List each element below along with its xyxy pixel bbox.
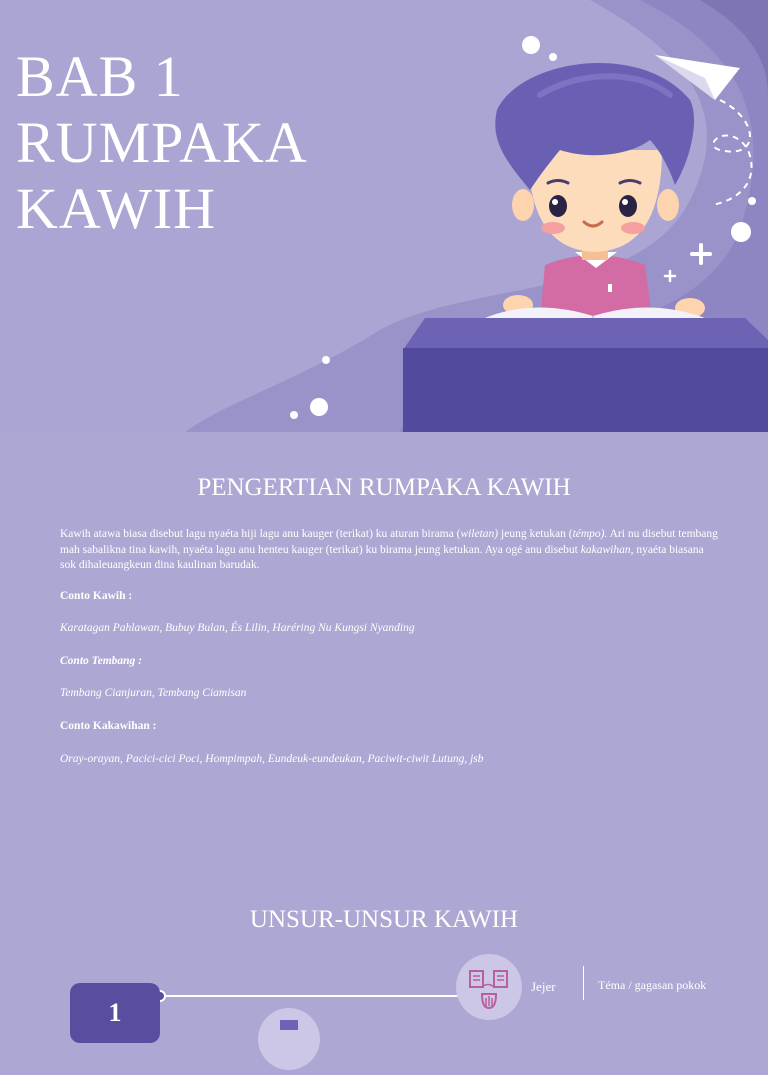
conto-kakawihan-list: Oray-orayan, Pacici-cici Poci, Hompimpah, Eundeuk-eundeukan, Paciwit-ciwit Lutung, jsb <box>60 753 484 765</box>
definition-paragraph <box>60 527 720 574</box>
pengertian-heading: PENGERTIAN RUMPAKA KAWIH <box>197 474 571 501</box>
unsur-heading: UNSUR-UNSUR KAWIH <box>249 906 519 933</box>
jejer-icon-circle <box>456 954 522 1020</box>
definition-part-1: Kawih atawa biasa disebut lagu nyaéta hiji lagu anu kauger (terikat) ku aturan birama ( <box>60 528 461 540</box>
hero-banner <box>0 0 768 432</box>
conto-tembang-list: Tembang Cianjuran, Tembang Ciamisan <box>60 687 247 699</box>
unsur-diagram <box>0 940 768 1027</box>
definition-part-2: jeung ketukan ( <box>498 528 573 540</box>
mind-map-icon <box>456 954 522 1020</box>
definition-tempo: témpo). <box>572 528 608 540</box>
jejer-label: Jejer <box>531 979 556 994</box>
definition-kakawihan: kakawihan, <box>580 543 634 556</box>
step-number-box: 1 <box>70 983 160 1043</box>
title-line-1: BAB 1 <box>16 44 184 109</box>
title-line-2: RUMPAKA <box>16 110 308 175</box>
page-title <box>16 44 308 242</box>
next-element-circle <box>258 1008 320 1070</box>
conto-kawih-label: Conto Kawih : <box>60 590 133 602</box>
conto-kawih-list: Karatagan Pahlawan, Bubuy Bulan, És Lilin, Haréring Nu Kungsi Nyanding <box>60 622 415 634</box>
definition-wiletan: wiletan) <box>460 528 499 540</box>
title-line-3: KAWIH <box>16 176 217 241</box>
definition-part-4: nyaéta biasana sok dihaleuangkeun dina kaulinan barudak. <box>60 543 704 571</box>
tema-label: Téma / gagasan pokok <box>598 978 707 992</box>
document-icon <box>258 1008 320 1070</box>
divider <box>583 966 584 1000</box>
conto-kakawihan-label: Conto Kakawihan : <box>60 720 157 732</box>
definition-part-3: Ari nu disebut tembang mah sabalikna tina kawih, nyaéta lagu anu henteu kauger (terikat) ku birama jeung ketukan. Aya ogé anu disebut <box>60 528 718 556</box>
conto-tembang-label: Conto Tembang : <box>60 655 143 667</box>
